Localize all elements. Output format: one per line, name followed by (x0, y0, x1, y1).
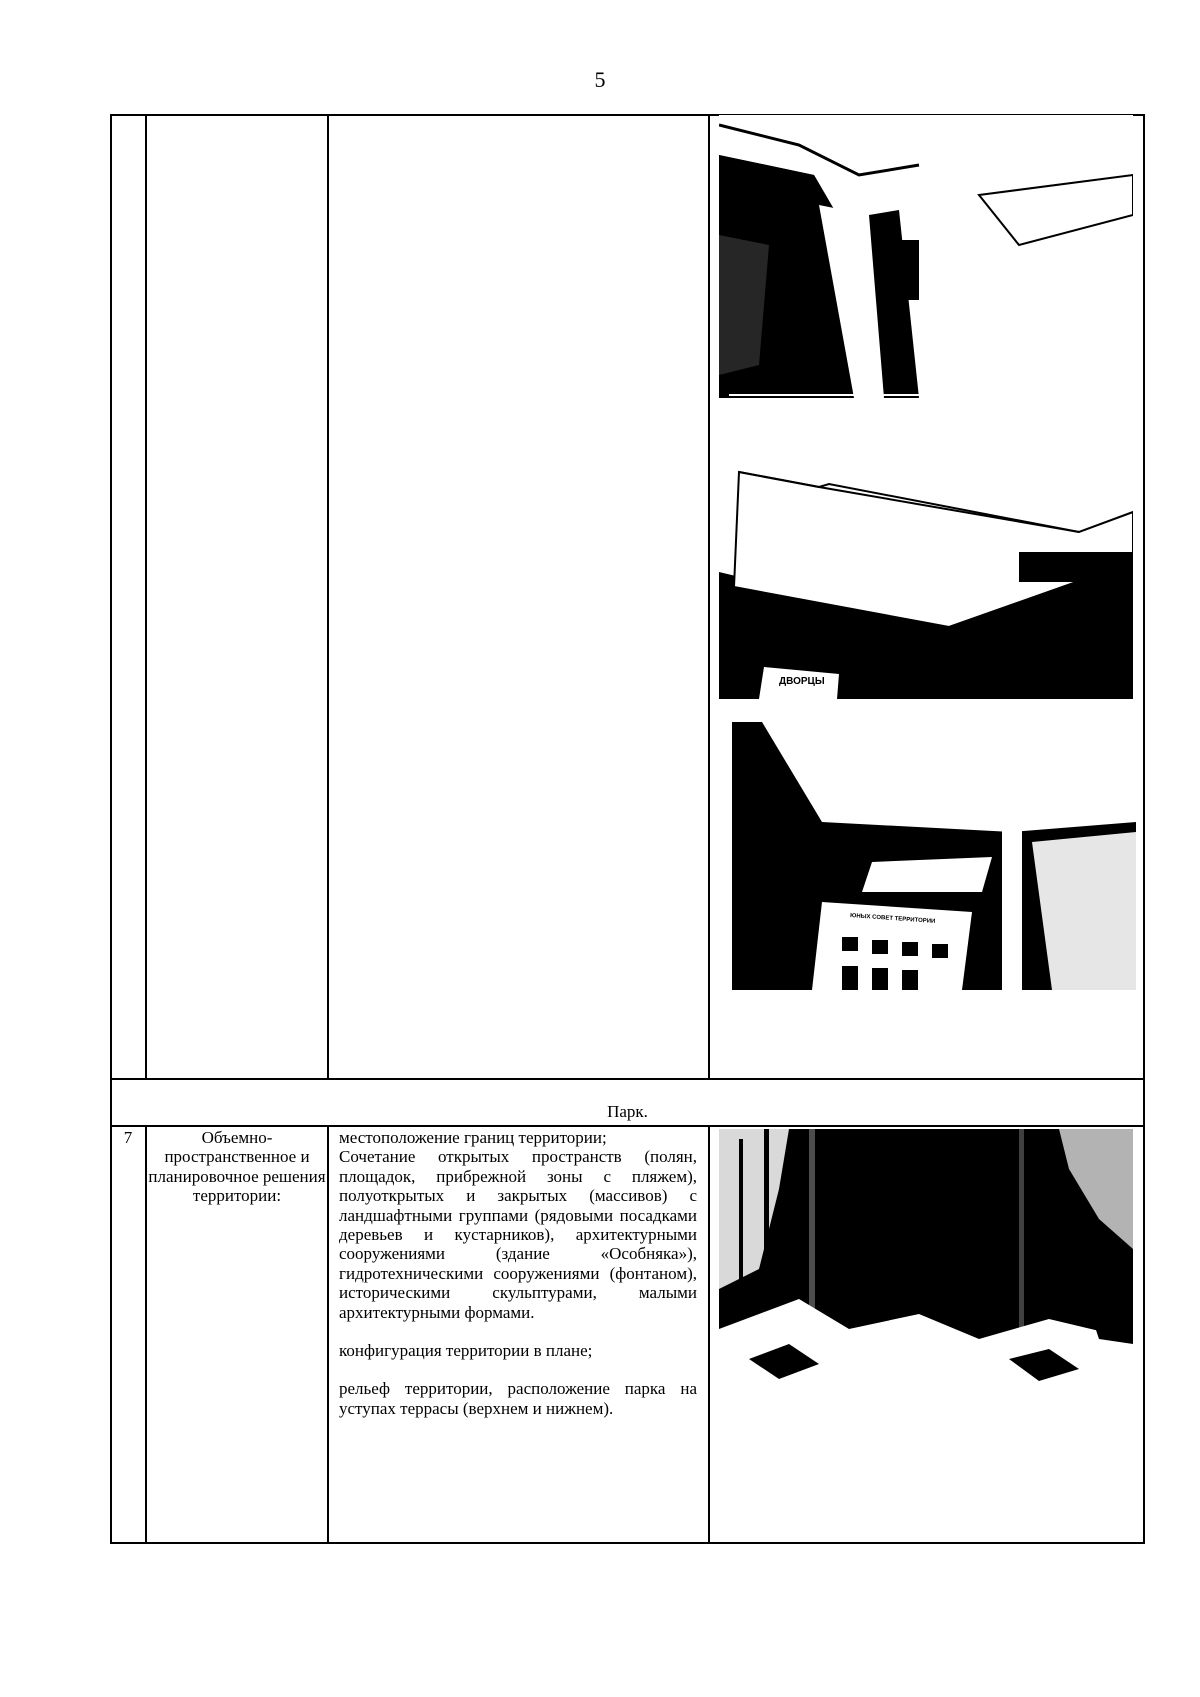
table-right-border (1143, 114, 1145, 1544)
table-left-border (110, 114, 112, 1544)
table-section-bottom-border (110, 1125, 1145, 1127)
table-col2-border-lower (327, 1125, 329, 1544)
photo-building-corner (719, 115, 1133, 398)
description-paragraph: рельеф территории, расположение парка на уступах террасы (верхнем и нижнем). (339, 1379, 697, 1418)
description-paragraph: конфигурация территории в плане; (339, 1341, 593, 1361)
row-number: 7 (123, 1128, 133, 1147)
photo-roof-sign (719, 412, 1133, 699)
row-name: Объемно-пространственное и планировочное решения территории: (148, 1128, 326, 1206)
table-col3-border-lower (708, 1125, 710, 1544)
photo-park-trees (719, 1129, 1133, 1383)
photo-courtyard-board (732, 722, 1136, 990)
table-section-border (110, 1078, 1145, 1080)
table-col2-border (327, 114, 329, 1080)
section-title: Парк. (607, 1102, 648, 1121)
table-col3-border (708, 114, 710, 1080)
photo-board-text: ЮНЫХ СОВЕТ ТЕРРИТОРИИ (849, 913, 936, 925)
table-col1-border (145, 114, 147, 1080)
description-paragraph: местоположение границ территории; (339, 1128, 607, 1147)
page-number: 5 (594, 67, 606, 92)
photo-sign-text: ДВОРЦЫ (779, 676, 825, 687)
row-description (339, 1128, 697, 1437)
table-bottom-border (110, 1542, 1145, 1544)
document-table (110, 114, 1145, 1544)
description-paragraph: Сочетание открытых пространств (полян, площадок, прибрежной зоны с пляжем), полуоткрытых и закрытых (массивов) с ландшафтными группами (рядовыми посадками деревьев и кустарников), архитектурными сооружениями (здание «Особняка»), гидротехническими сооружениями (фонтаном), историческими скульптурами, малыми архитектурными формами. (339, 1147, 697, 1322)
